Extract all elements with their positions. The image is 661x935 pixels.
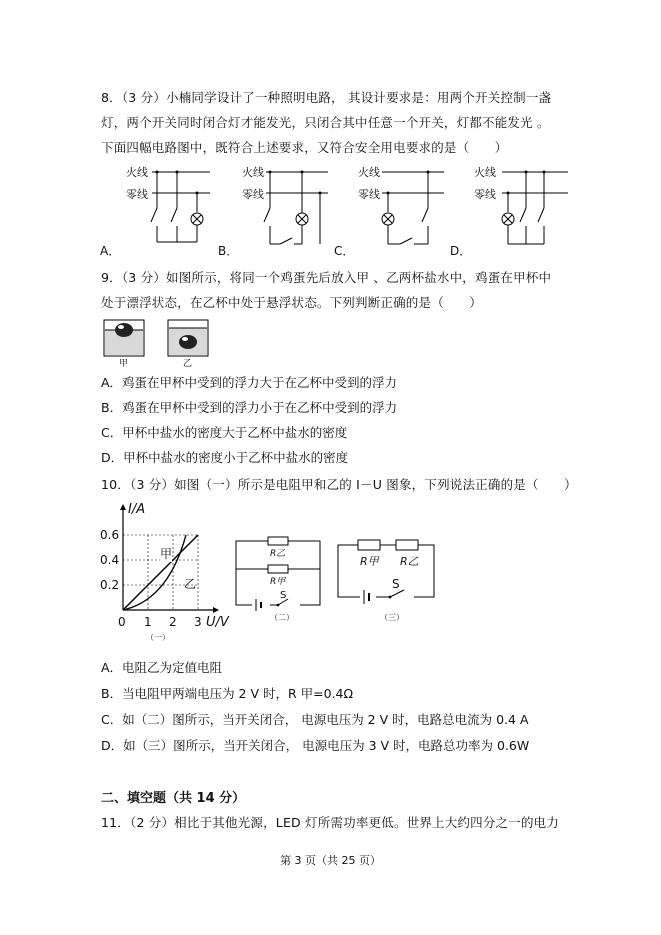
xtick-3: 3 bbox=[194, 615, 202, 629]
live-wire-label: 火线 bbox=[474, 166, 496, 179]
circuit3-r-right: R乙 bbox=[400, 555, 419, 568]
q10-option-a: A．电阻乙为定值电阻 bbox=[101, 660, 223, 675]
xtick-0: 0 bbox=[118, 615, 126, 629]
q9-line1: 9．（3 分）如图所示，将同一个鸡蛋先后放入甲 、乙两杯盐水中，鸡蛋在甲杯中 bbox=[101, 270, 552, 285]
ytick-0-6: 0.6 bbox=[100, 528, 120, 542]
q8-line3: 下面四幅电路图中，既符合上述要求，又符合安全用电要求的是（ ） bbox=[101, 140, 508, 155]
q8-line1: 8．（3 分）小楠同学设计了一种照明电路， 其设计要求是：用两个开关控制一盏 bbox=[101, 90, 552, 105]
q10-line1: 10．（3 分）如图（一）所示是电阻甲和乙的 I－U 图象，下列说法正确的是（ ） bbox=[101, 477, 577, 492]
circuit2-r-top: R乙 bbox=[270, 549, 286, 559]
section-2-title: 二、填空题（共 14 分） bbox=[101, 791, 246, 806]
ytick-0-4: 0.4 bbox=[100, 553, 120, 567]
graph-xlabel: U/V bbox=[206, 615, 229, 630]
option-b-label: B． bbox=[218, 244, 239, 258]
option-a-label: A． bbox=[100, 244, 121, 258]
q8-circuit-b bbox=[218, 160, 328, 260]
curve-label-yi: 乙 bbox=[184, 577, 197, 591]
q9-option-b: B．鸡蛋在甲杯中受到的浮力小于在乙杯中受到的浮力 bbox=[101, 400, 398, 415]
circuit2-caption: （二） bbox=[270, 613, 294, 622]
xtick-2: 2 bbox=[169, 615, 177, 629]
q11-line1: 11．（2 分）相比于其他光源，LED 灯所需功率更低。世界上大约四分之一的电力 bbox=[101, 815, 560, 830]
live-wire-label: 火线 bbox=[126, 166, 148, 179]
neutral-wire-label: 零线 bbox=[358, 188, 380, 201]
q8-circuit-c bbox=[334, 160, 444, 260]
circuit2-switch: S bbox=[280, 590, 287, 601]
neutral-wire-label: 零线 bbox=[474, 188, 496, 201]
circuit3-switch: S bbox=[392, 577, 400, 591]
neutral-wire-label: 零线 bbox=[126, 188, 148, 201]
ytick-0-2: 0.2 bbox=[100, 578, 120, 592]
cup-label-yi: 乙 bbox=[183, 359, 193, 369]
q8-circuit-a bbox=[100, 160, 210, 260]
q10-option-b: B．当电阻甲两端电压为 2 V 时，R 甲=0.4Ω bbox=[101, 686, 354, 701]
q8-figures bbox=[100, 160, 570, 260]
circuit2-r-bottom: R甲 bbox=[270, 577, 286, 587]
q10-option-d: D．如（三）图所示，当开关闭合， 电源电压为 3 V 时，电路总功率为 0.6W bbox=[101, 738, 530, 753]
q9-option-d: D．甲杯中盐水的密度小于乙杯中盐水的密度 bbox=[101, 450, 349, 465]
page-footer: 第 3 页（共 25 页） bbox=[280, 854, 381, 867]
xtick-1: 1 bbox=[144, 615, 152, 629]
option-d-label: D． bbox=[450, 244, 472, 258]
circuit3-caption: （三） bbox=[380, 613, 404, 622]
q10-option-c: C．如（二）图所示，当开关闭合， 电源电压为 2 V 时，电路总电流为 0.4 A bbox=[101, 712, 529, 727]
q9-figure bbox=[100, 314, 220, 370]
q9-option-a: A．鸡蛋在甲杯中受到的浮力大于在乙杯中受到的浮力 bbox=[101, 375, 398, 390]
q10-circuit-2 bbox=[232, 535, 327, 630]
q8-circuit-d bbox=[450, 160, 570, 260]
option-c-label: C． bbox=[334, 244, 355, 258]
q9-option-c: C．甲杯中盐水的密度大于乙杯中盐水的密度 bbox=[101, 425, 348, 440]
q9-line2: 处于漂浮状态，在乙杯中处于悬浮状态。下列判断正确的是（ ） bbox=[101, 295, 483, 310]
live-wire-label: 火线 bbox=[242, 166, 264, 179]
graph-ylabel: I/A bbox=[128, 502, 146, 517]
live-wire-label: 火线 bbox=[358, 166, 380, 179]
graph-caption: （一） bbox=[146, 633, 170, 642]
curve-label-jia: 甲 bbox=[160, 547, 173, 561]
cup-label-jia: 甲 bbox=[119, 359, 129, 369]
neutral-wire-label: 零线 bbox=[242, 188, 264, 201]
egg-cups-drawing bbox=[100, 314, 220, 370]
circuit3-r-left: R甲 bbox=[360, 555, 379, 568]
q8-line2: 灯，两个开关同时闭合灯才能发光，只闭合其中任意一个开关，灯都不能发光 。 bbox=[101, 115, 550, 130]
q10-circuit-3 bbox=[334, 535, 444, 630]
q10-iu-graph bbox=[98, 500, 238, 645]
